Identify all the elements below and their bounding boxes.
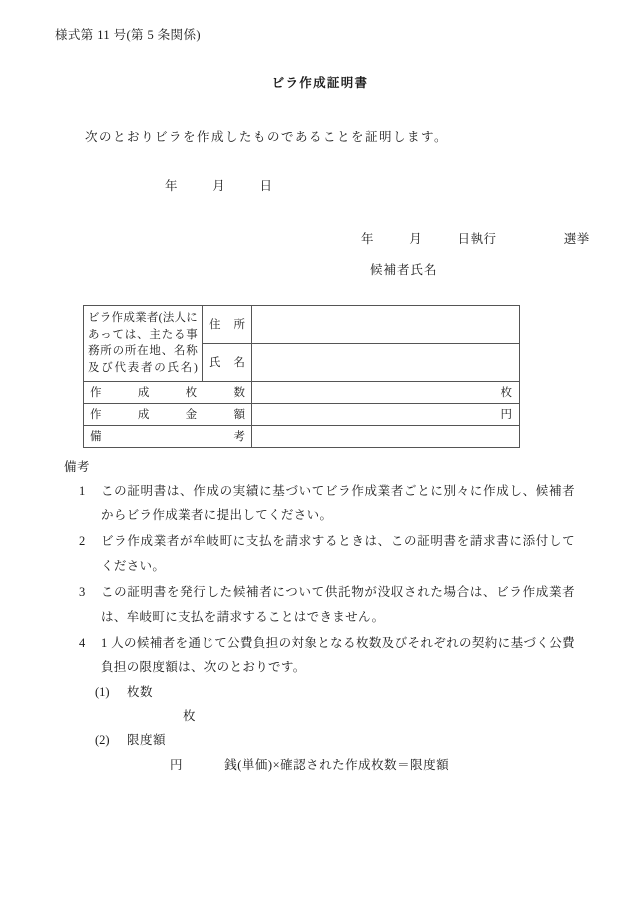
remarks-label-char-2: 考: [233, 431, 245, 444]
quantity-label-char-4: 数: [233, 387, 245, 400]
sub-item-value-formula: [55, 753, 575, 777]
quantity-unit-cell[interactable]: 枚: [252, 381, 520, 403]
address-label-char-2: 所: [233, 319, 245, 332]
name-label-char-1: 氏: [209, 357, 221, 370]
table-row-address: [84, 306, 520, 344]
amount-label-char-1: 作: [90, 409, 102, 422]
issue-date-year: 年: [165, 179, 179, 193]
election-label: 選挙: [563, 232, 590, 246]
quantity-label-char-3: 枚: [185, 387, 198, 400]
table-row-amount: [84, 403, 520, 425]
sub-item-label: 限度額: [127, 733, 167, 748]
lead-statement: 次のとおりビラを作成したものであることを証明します。: [85, 130, 449, 144]
issue-date-line: [55, 176, 575, 194]
remark-text: 1 人の候補者を通じて公費負担の対象となる枚数及びそれぞれの契約に基づく公費負担の限度額は、次のとおりです。: [101, 635, 575, 675]
remark-item: [55, 479, 575, 528]
remark-text: ビラ作成業者が牟岐町に支払を請求するときは、この証明書を請求書に添付してください。: [101, 534, 575, 573]
sub-item-label: 枚数: [127, 684, 154, 699]
remark-text: この証明書は、作成の実績に基づいてビラ作成業者ごとに別々に作成し、候補者からビラ作成業者に提出してください。: [101, 483, 575, 523]
quantity-label-cell: [84, 381, 252, 403]
election-execution-line: [55, 229, 590, 247]
election-year: 年: [361, 232, 375, 246]
quantity-label-char-2: 成: [137, 387, 150, 400]
amount-label-char-3: 金: [185, 409, 198, 422]
document-body: [55, 28, 590, 777]
remarks-heading: 備考: [64, 459, 91, 474]
issue-date-month: 月: [212, 179, 226, 193]
table-row-quantity: [84, 381, 520, 403]
table-row-remarks: [84, 425, 520, 447]
formula-currency: 円: [170, 757, 184, 772]
election-day-execution: 日執行: [457, 232, 497, 246]
amount-unit-cell[interactable]: 円: [252, 403, 520, 425]
remark-sub-list: [55, 680, 575, 778]
sub-item-number: (1): [95, 684, 110, 699]
remark-item: [55, 631, 575, 680]
remarks-list: [55, 479, 575, 680]
formula-expression: 銭(単価)×確認された作成枚数＝限度額: [224, 757, 450, 772]
name-label-char-2: 名: [233, 357, 245, 370]
remark-number: 3: [79, 585, 86, 600]
amount-label-char-2: 成: [137, 409, 150, 422]
issue-date-day: 日: [259, 179, 273, 193]
address-label-cell: [203, 306, 252, 344]
amount-label-cell: [84, 403, 252, 425]
remark-number: 4: [79, 635, 86, 650]
election-month: 月: [409, 232, 423, 246]
sub-item-value-quantity: 枚: [183, 709, 197, 724]
remarks-label-char-1: 備: [90, 431, 102, 444]
remark-item: [55, 580, 575, 629]
form-number: 様式第 11 号(第 5 条関係): [55, 28, 201, 42]
candidate-name-label: 候補者氏名: [370, 263, 438, 277]
remark-item: [55, 529, 575, 578]
name-label-cell: [203, 343, 252, 381]
sub-item: [55, 728, 575, 752]
name-value-cell[interactable]: [252, 343, 520, 381]
remarks-value-cell[interactable]: [252, 425, 520, 447]
amount-label-char-4: 額: [233, 409, 245, 422]
remark-number: 2: [79, 534, 86, 549]
sub-item-number: (2): [95, 733, 110, 748]
certificate-table: [83, 305, 520, 448]
page-title: ビラ作成証明書: [271, 76, 369, 90]
sub-item: [55, 680, 575, 704]
remarks-label-cell: [84, 425, 252, 447]
address-label-char-1: 住: [209, 319, 221, 332]
maker-label-cell: ビラ作成業者(法人にあっては、主たる事務所の所在地、名称及び代表者の氏名): [84, 306, 203, 382]
remarks-label-spacer: [102, 428, 234, 444]
address-value-cell[interactable]: [252, 306, 520, 344]
remark-text: この証明書を発行した候補者について供託物が没収された場合は、ビラ作成業者は、牟岐町に支払を請求することはできません。: [101, 585, 575, 624]
quantity-label-char-1: 作: [90, 387, 102, 400]
remark-number: 1: [79, 483, 86, 498]
